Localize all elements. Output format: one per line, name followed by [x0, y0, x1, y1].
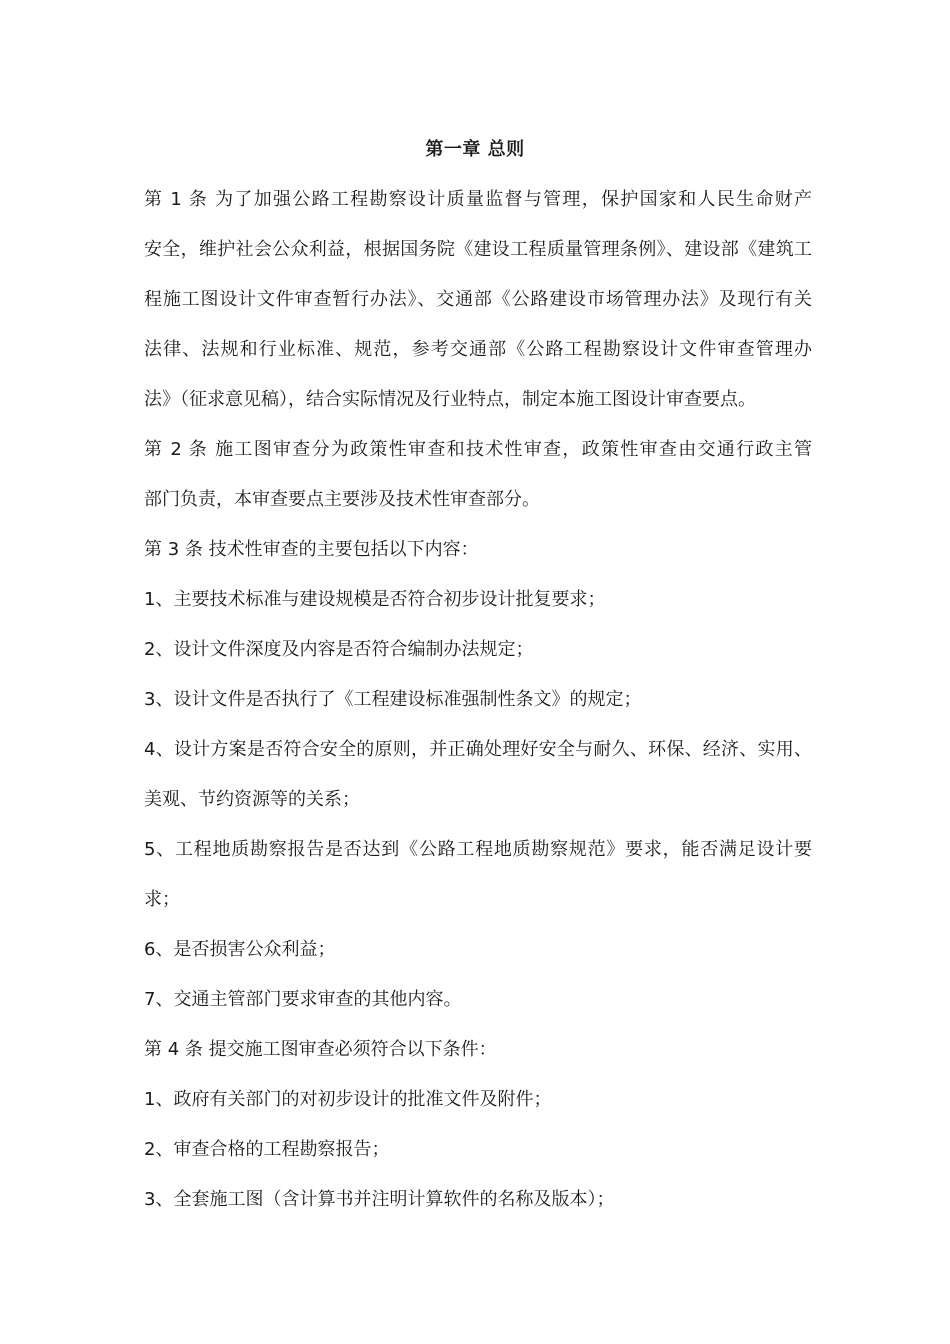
list-item: 3、设计文件是否执行了《工程建设标准强制性条文》的规定； [144, 689, 642, 710]
list-item: 3、全套施工图（含计算书并注明计算软件的名称及版本）； [144, 1189, 615, 1210]
list-item: 1、政府有关部门的对初步设计的批准文件及附件； [144, 1089, 552, 1110]
list-item-continuation: 求； [144, 889, 180, 910]
text-line: 法》（征求意见稿），结合实际情况及行业特点，制定本施工图设计审查要点。 [144, 389, 756, 410]
list-item: 5、工程地质勘察报告是否达到《公路工程地质勘察规范》要求，能否满足设计要 [144, 839, 812, 860]
list-item: 2、审查合格的工程勘察报告； [144, 1139, 390, 1160]
text-line: 程施工图设计文件审查暂行办法》、交通部《公路建设市场管理办法》及现行有关 [144, 289, 812, 310]
list-item: 2、设计文件深度及内容是否符合编制办法规定； [144, 639, 534, 660]
text-line: 第 3 条 技术性审查的主要包括以下内容： [144, 539, 479, 560]
list-item: 7、交通主管部门要求审查的其他内容。 [144, 989, 462, 1010]
list-item: 1、主要技术标准与建设规模是否符合初步设计批复要求； [144, 589, 606, 610]
list-item: 4、设计方案是否符合安全的原则，并正确处理好安全与耐久、环保、经济、实用、 [144, 739, 812, 760]
text-line: 第 4 条 提交施工图审查必须符合以下条件： [144, 1039, 497, 1060]
chapter-title: 第一章 总则 [425, 139, 525, 160]
text-line: 法律、法规和行业标准、规范，参考交通部《公路工程勘察设计文件审查管理办 [144, 339, 812, 360]
text-line: 安全，维护社会公众利益，根据国务院《建设工程质量管理条例》、建设部《建筑工 [144, 239, 812, 260]
text-line: 第 2 条 施工图审查分为政策性审查和技术性审查，政策性审查由交通行政主管 [144, 439, 812, 460]
text-line: 第 1 条 为了加强公路工程勘察设计质量监督与管理，保护国家和人民生命财产 [144, 189, 812, 210]
list-item: 6、是否损害公众利益； [144, 939, 336, 960]
text-line: 部门负责，本审查要点主要涉及技术性审查部分。 [144, 489, 540, 510]
list-item-continuation: 美观、节约资源等的关系； [144, 789, 360, 810]
